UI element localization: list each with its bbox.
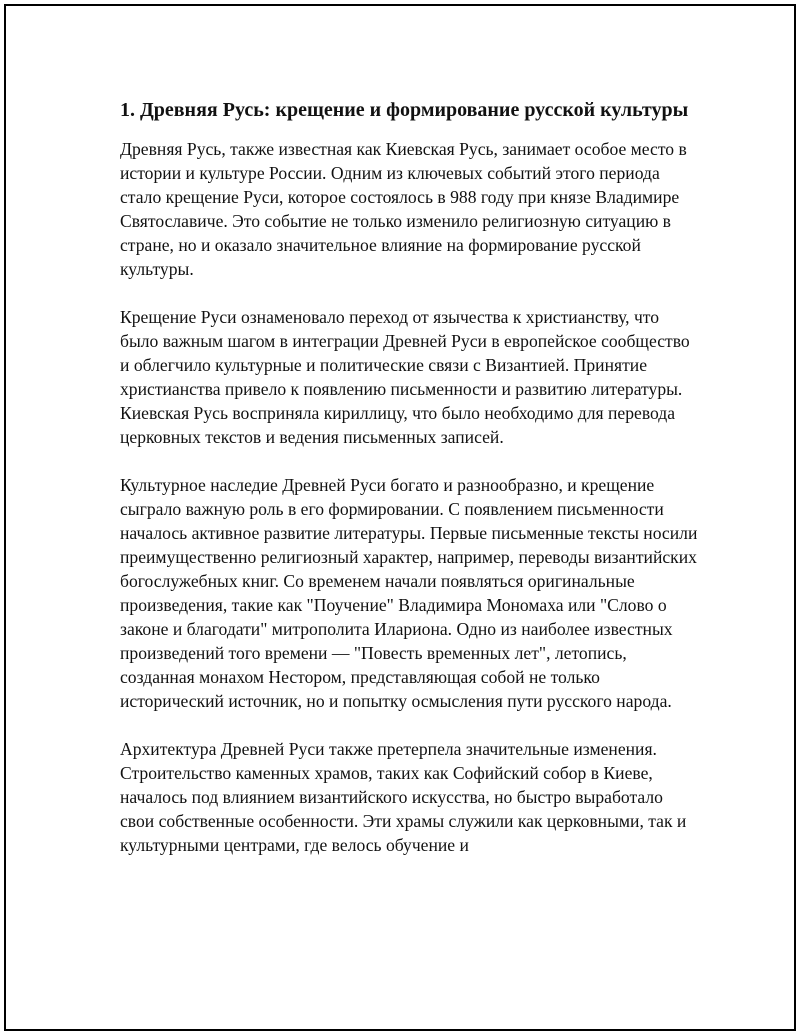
page-frame [4, 4, 796, 1031]
section-heading: 1. Древняя Русь: крещение и формирование русской культуры [120, 99, 689, 121]
paragraph-1: Древняя Русь, также известная как Киевская Русь, занимает особое место в истории и культуре России. Одним из ключевых событий этого периода стало крещение Руси, которое состоялось в 988 году при князе Владимире Святославиче. Это событие не только изменило религиозную ситуацию в стране, но и оказало значительное влияние на формирование русской культуры. [120, 139, 687, 279]
paragraph-2: Крещение Руси ознаменовало переход от язычества к христианству, что было важным шагом в интеграции Древней Руси в европейское сообщество и облегчило культурные и политические связи с Византией. Принятие христианства привело к появлению письменности и развитию литературы. Киевская Русь восприняла кириллицу, что было необходимо для перевода церковных текстов и ведения письменных записей. [120, 307, 690, 447]
paragraph-4: Архитектура Древней Руси также претерпела значительные изменения. Строительство каменных храмов, таких как Софийский собор в Киеве, началось под влиянием византийского искусства, но быстро выработало свои собственные особенности. Эти храмы служили как церковными, так и культурными центрами, где велось обучение и [120, 739, 687, 855]
document-body [120, 96, 700, 881]
paragraph-3: Культурное наследие Древней Руси богато и разнообразно, и крещение сыграло важную роль в его формировании. С появлением письменности началось активное развитие литературы. Первые письменные тексты носили преимущественно религиозный характер, например, переводы византийских богослужебных книг. Со временем начали появляться оригинальные произведения, такие как "Поучение" Владимира Мономаха или "Слово о законе и благодати" митрополита Илариона. Одно из наиболее известных произведений того времени — "Повесть временных лет", летопись, созданная монахом Нестором, представляющая собой не только исторический источник, но и попытку осмысления пути русского народа. [120, 475, 698, 711]
